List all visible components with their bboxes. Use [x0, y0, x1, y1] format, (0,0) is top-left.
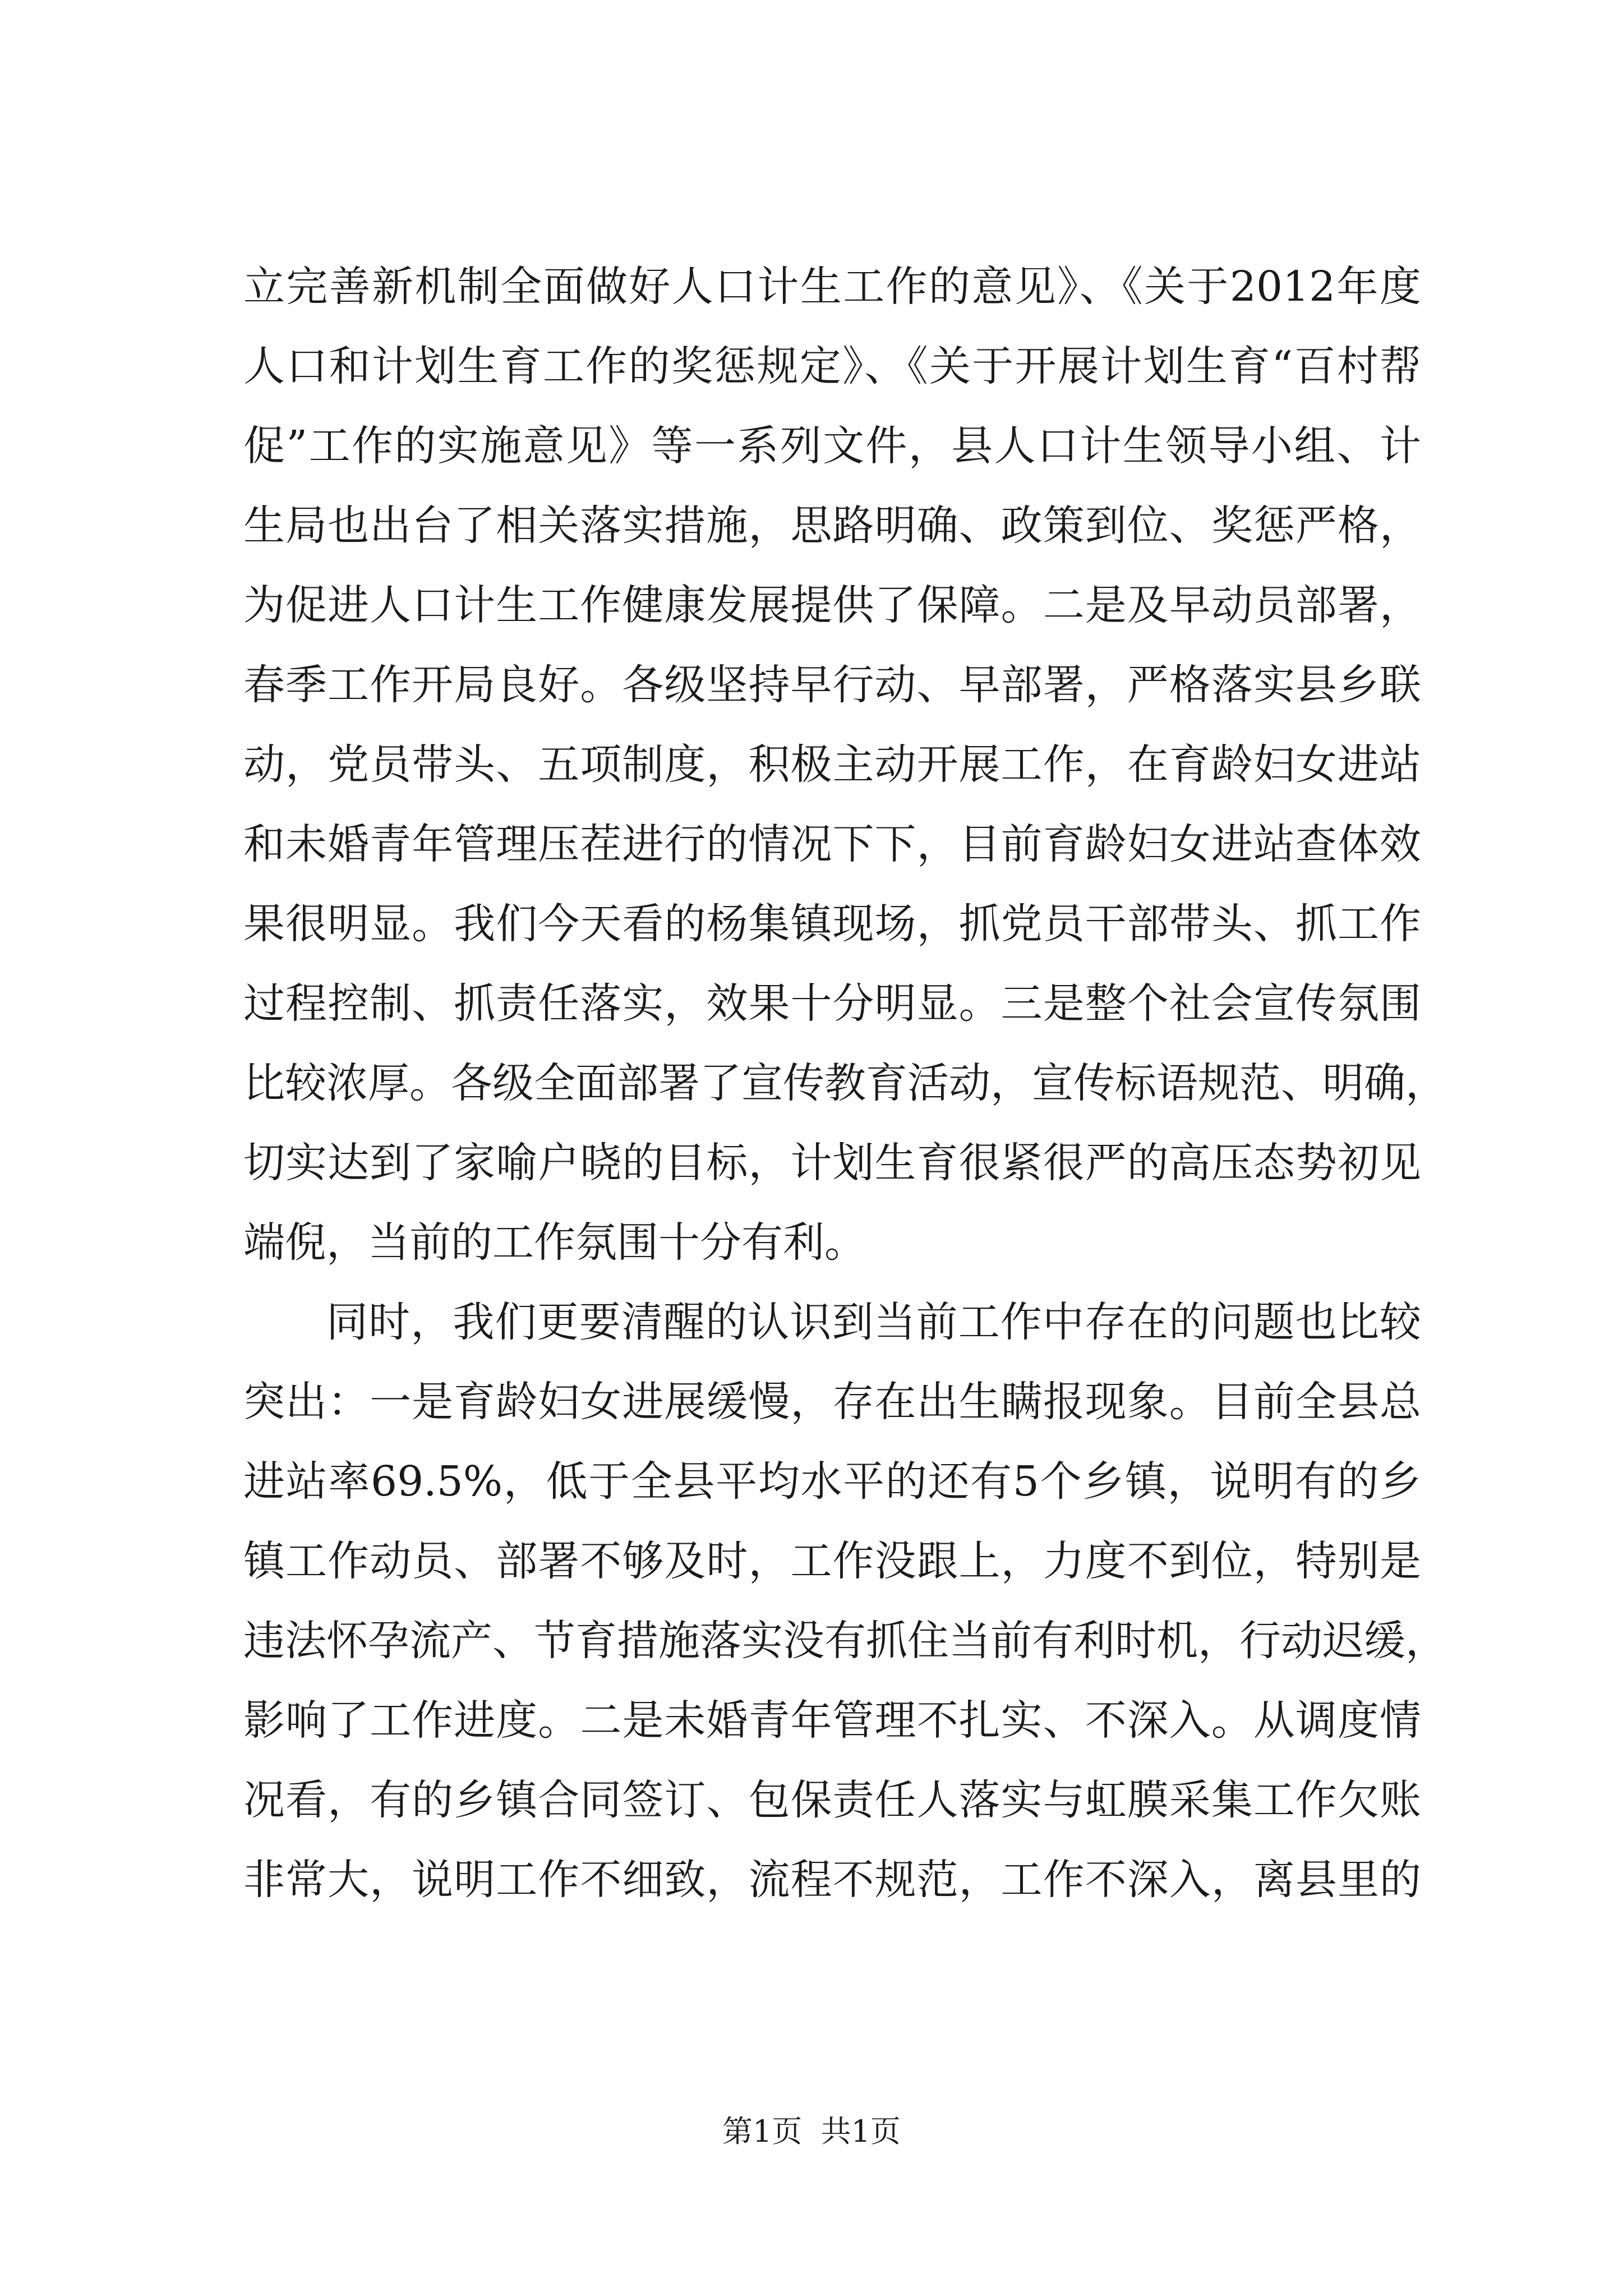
text-line: 况看，有的乡镇合同签订、包保责任人落实与虹膜采集工作欠账 [243, 1776, 1421, 1824]
text-line: 促”工作的实施意见》等一系列文件，县人口计生领导小组、计 [243, 422, 1421, 470]
text-line: 违法怀孕流产、节育措施落实没有抓住当前有利时机，行动迟缓， [243, 1617, 1447, 1665]
page-number: 第1页 [722, 2114, 803, 2149]
text-line: 果很明显。我们今天看的杨集镇现场，抓党员干部带头、抓工作 [243, 900, 1421, 948]
text-line: 立完善新机制全面做好人口计生工作的意见》、《关于2012年度 [243, 263, 1421, 311]
text-line: 切实达到了家喻户晓的目标，计划生育很紧很严的高压态势初见 [243, 1139, 1421, 1187]
text-line: 影响了工作进度。二是未婚青年管理不扎实、不深入。从调度情 [243, 1696, 1421, 1745]
text-line: 生局也出台了相关落实措施，思路明确、政策到位、奖惩严格， [243, 501, 1421, 550]
paragraph-first-line: 同时，我们更要清醒的认识到当前工作中存在的问题也比较 [326, 1298, 1421, 1346]
text-line: 比较浓厚。各级全面部署了宣传教育活动，宣传标语规范、明确， [243, 1059, 1447, 1107]
text-line: 为促进人口计生工作健康发展提供了保障。二是及早动员部署， [243, 581, 1421, 629]
page-total: 共1页 [820, 2114, 901, 2149]
text-line: 端倪，当前的工作氛围十分有利。 [243, 1218, 866, 1267]
text-line: 动，党员带头、五项制度，积极主动开展工作，在育龄妇女进站 [243, 740, 1421, 789]
text-line: 人口和计划生育工作的奖惩规定》、《关于开展计划生育“百村帮 [243, 342, 1421, 390]
text-line: 镇工作动员、部署不够及时，工作没跟上，力度不到位，特别是 [243, 1537, 1421, 1585]
text-line: 春季工作开局良好。各级坚持早行动、早部署，严格落实县乡联 [243, 661, 1421, 709]
text-line: 和未婚青年管理压茬进行的情况下下，目前育龄妇女进站查体效 [243, 820, 1421, 868]
text-line: 突出：一是育龄妇女进展缓慢，存在出生瞒报现象。目前全县总 [243, 1378, 1421, 1426]
text-line: 进站率69.5%，低于全县平均水平的还有5个乡镇，说明有的乡 [243, 1457, 1421, 1506]
document-body [243, 247, 1447, 1920]
page-footer [0, 2112, 1623, 2151]
text-line: 非常大，说明工作不细致，流程不规范，工作不深入，离县里的 [243, 1856, 1421, 1904]
text-line: 过程控制、抓责任落实，效果十分明显。三是整个社会宣传氛围 [243, 979, 1421, 1028]
